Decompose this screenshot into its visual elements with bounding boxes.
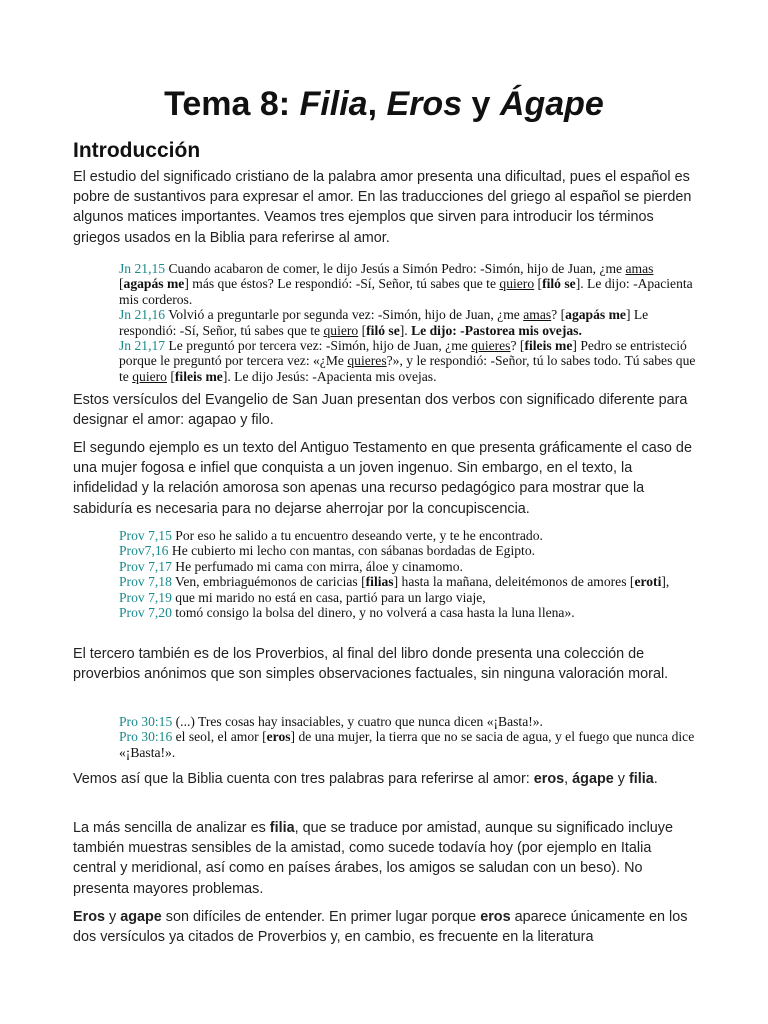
proverbs7-quote-block xyxy=(119,528,697,620)
eros-agape-paragraph: Eros y agape son difíciles de entender. En primer lugar porque eros aparece únicamente en los dos versículos ya citados de Proverbios y, en cambio, es frecuente en la literatura xyxy=(73,909,688,946)
verse-ref[interactable]: Prov7,16 xyxy=(119,543,169,559)
verse-ref[interactable]: Pro 30:15 xyxy=(119,714,173,729)
verse-pro-30-16: Pro 30:16 el seol, el amor [eros] de una mujer, la tierra que no se sacia de agua, y el fuego que nunca dice «¡Basta!». xyxy=(119,729,695,760)
verse-prov-7-17: Prov 7,17 He perfumado mi cama con mirra, áloe y cinamomo. xyxy=(119,558,463,574)
filia-paragraph: La más sencilla de analizar es filia, que se traduce por amistad, aunque su significado incluye también muestras sensibles de la amistad, como sucede todavía hoy (por ejemplo en Italia central y meridional, así como en países árabes, los amigos se saludan con un beso). No presenta mayores problemas. xyxy=(73,820,673,897)
verse-ref[interactable]: Prov 7,17 xyxy=(119,558,172,574)
verse-ref[interactable]: Jn 21,16 xyxy=(119,307,166,323)
third-example-paragraph: El tercero también es de los Proverbios, al final del libro donde presenta una colección de proverbios anónimos que son simples observaciones factuales, sin ninguna valoración moral. xyxy=(73,646,669,683)
verse-ref[interactable]: Pro 30:16 xyxy=(119,729,173,745)
intro-paragraph: El estudio del significado cristiano de la palabra amor presenta una dificultad, pues el español es pobre de sustantivos para expresar el amor. En las traducciones del griego al español se pierden algunos matices importantes. Veamos tres ejemplos que sirven para introducir los términos griegos usados en la Biblia para referirse al amor. xyxy=(73,169,692,246)
verse-jn-21-15: Jn 21,15 Cuando acabaron de comer, le dijo Jesús a Simón Pedro: -Simón, hijo de Juan, ¿me amas [agapás me] más que éstos? Le respondió: -Sí, Señor, tú sabes que te quiero [filó se]. Le dijo: -Apacienta mis corderos. xyxy=(119,261,693,307)
verse-jn-21-17: Jn 21,17 Le preguntó por tercera vez: -Simón, hijo de Juan, ¿me quieres? [fileis me] Pedro se entristeció porque le preguntó por tercera vez: «¿Me quieres?», y le respondió: -Señor, tú lo sabes todo. Tú sabes que te quiero [fileis me]. Le dijo Jesús: -Apacienta mis ovejas. xyxy=(119,338,696,384)
verse-ref[interactable]: Jn 21,15 xyxy=(119,261,166,276)
verse-ref[interactable]: Prov 7,18 xyxy=(119,574,172,590)
john-commentary-paragraph: Estos versículos del Evangelio de San Juan presentan dos verbos con significado diferente para designar el amor: agapao y filo. xyxy=(73,392,688,429)
verse-ref[interactable]: Jn 21,17 xyxy=(119,338,166,354)
page-title: Tema 8: Filia, Eros y Ágape xyxy=(164,85,604,123)
verse-prov-7-15: Prov 7,15 Por eso he salido a tu encuentro deseando verte, y te he encontrado. xyxy=(119,528,543,543)
verse-prov-7-16: Prov7,16 He cubierto mi lecho con mantas, con sábanas bordadas de Egipto. xyxy=(119,543,536,559)
verse-jn-21-16: Jn 21,16 Volvió a preguntarle por segunda vez: -Simón, hijo de Juan, ¿me amas? [agapás me] Le respondió: -Sí, Señor, tú sabes que te quiero [filó se]. Le dijo: -Pastorea mis ovejas. xyxy=(119,307,649,338)
verse-prov-7-19: Prov 7,19 que mi marido no está en casa, partió para un largo viaje, xyxy=(119,589,486,605)
three-words-paragraph: Vemos así que la Biblia cuenta con tres palabras para referirse al amor: eros, ágape y filia. xyxy=(73,771,658,787)
verse-prov-7-18: Prov 7,18 Ven, embriaguémonos de caricias [filias] hasta la mañana, deleitémonos de amores [eroti], xyxy=(119,574,670,590)
verse-ref[interactable]: Prov 7,20 xyxy=(119,605,172,621)
verse-prov-7-20: Prov 7,20 tomó consigo la bolsa del dinero, y no volverá a casa hasta la luna llena». xyxy=(119,605,575,621)
verse-ref[interactable]: Prov 7,19 xyxy=(119,589,172,605)
proverbs30-quote-block xyxy=(119,714,697,760)
verse-pro-30-15: Pro 30:15 (...) Tres cosas hay insaciables, y cuatro que nunca dicen «¡Basta!». xyxy=(119,714,543,729)
second-example-paragraph: El segundo ejemplo es un texto del Antiguo Testamento en que presenta gráficamente el caso de una mujer fogosa e infiel que conquista a un joven ingenuo. Sin embargo, en el texto, la infidelidad y la relación amorosa son apenas una recurso pedagógico para mostrar que la sabiduría es necesaria para no dejarse aherrojar por la concupiscencia. xyxy=(73,440,692,517)
section-heading: Introducción xyxy=(73,139,201,162)
verse-ref[interactable]: Prov 7,15 xyxy=(119,528,172,543)
john-quote-block xyxy=(119,261,697,384)
